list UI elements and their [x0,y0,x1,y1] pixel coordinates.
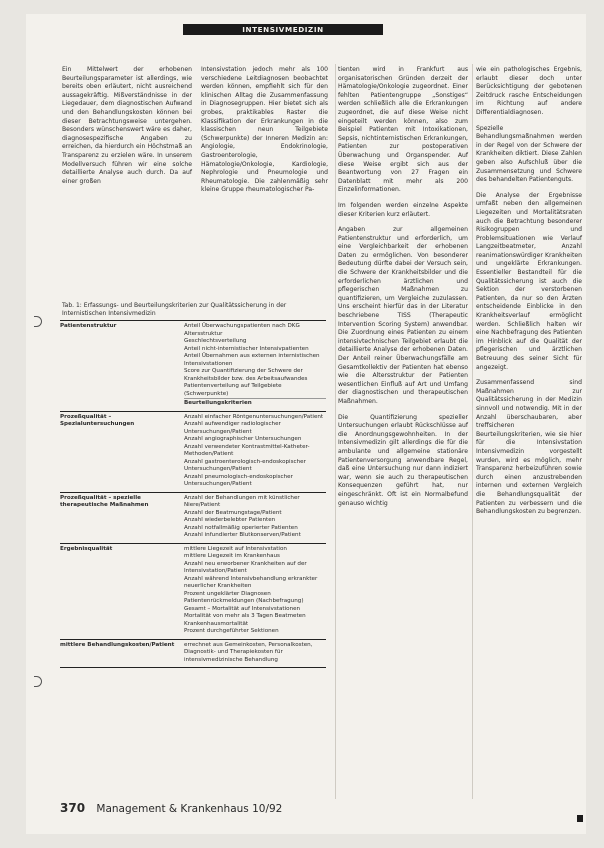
table-cell: Anteil nicht-internistischer Intensivpatienten [184,345,309,352]
table-cell: Anzahl verwendeter Kontrastmittel-Katheter-Methoden/Patient [184,443,310,457]
table-cell: Anzahl gastroenterologisch-endoskopischer Untersuchungen/Patient [184,458,306,472]
table-cell: Anzahl angiographischer Untersuchungen [184,436,302,442]
table-row [60,492,326,543]
row-items [184,323,326,408]
column-4 [476,66,582,524]
table-cell: Anzahl einfacher Röntgenuntersuchungen/Patient [184,413,324,420]
table-cell: mittlere Liegezeit im Krankenhaus [184,553,280,559]
column-divider [335,64,336,799]
binder-hole-icon [34,316,42,327]
table-cell: Anzahl notfallmäßig operierter Patienten [184,524,298,531]
table-cell: Anteil Überwachungspatienten nach DKG [184,323,300,329]
end-mark-icon [577,815,583,822]
column-divider [472,64,473,799]
paragraph: wie ein pathologisches Ergebnis, erlaubt dieser doch unter Berücksichtigung der gebotenen Zeitdruck rasche Entscheidungen im Richtung auf andere Differentialdiagnosen. [476,66,582,116]
table-cell: Prozent ungeklärter Diagnosen [184,590,271,597]
paragraph: Angaben zur allgemeinen Patientenstruktur und erforderlich, um eine Vergleichbarkeit der erhobenen Daten zu ermöglichen. Von besonderer Bedeutung dürfte dabei der Versuch sein, die Schwere der Krankheitsbilder und die erforderlichen ärztlichen und pflegerischen Maßnahmen zu quantifizieren, um Vergleiche zuzulassen. Uns erscheint hierfür das in der Literatur beschriebene TISS (Therapeutic Intervention Scoring System) anwendbar. Die Zuordnung eines Patienten zu einem intensivtechnischen Teilgebiet erlaubt die detaillierte Analyse der erhobenen Daten. Der Anteil reiner Überwachungsfälle am Gesamtkollektiv der Patienten hat ebenso wie die Altersstruktur der Patienten wesentlichen Einfluß auf Art und Umfang der diagnostischen und therapeutischen Maßnahmen. [338,226,468,405]
paragraph: Spezielle Behandlungsmaßnahmen werden in der Regel von der Schwere der Krankheiten diktiert. Diese Zahlen geben also Aufschluß über die Zusammensetzung und Schwere des behandelten Patientenguts. [476,124,582,184]
column-2 [201,66,328,202]
paragraph: Die Quantifizierung spezieller Untersuchungen erlaubt Rückschlüsse auf die Anordnungsgewohnheiten. In der Intensivmedizin gilt allerdings die für die ambulante und allgemeine stationäre Patientenversorgung anwendbare Regel, daß eine Untersuchung nur dann indiziert war, wenn sie auch zu therapeutischen Konsequenzen geführt hat, nur eingeschränkt. Oft ist ein Normalbefund genauso wichtig [338,413,468,507]
table-cell: Anzahl der Behandlungen mit künstlicher Niere/Patient [184,494,300,508]
table-row [60,320,326,411]
table-cell: Anzahl aufwendiger radiologischer Untersuchungen/Patient [184,421,281,435]
table-cell: Score zur Quantifizierung der Schwere der Krankheitsbilder bzw. des Arbeitsaufwandes [184,368,308,382]
criteria-table [60,320,326,668]
table-cell: Mortalität von mehr als 3 Tagen Beatmeten [184,613,306,619]
table-cell: mittlere Liegezeit auf Intensivstation [184,545,287,552]
table-cell: Patientenrückmeldungen (Nachbefragung) [184,598,304,604]
column-3 [338,66,468,515]
paragraph: Die Analyse der Ergebnisse umfaßt neben den allgemeinen Liegezeiten und Mortalitätsraten auch die Betrachtung besonderer Risikogruppen und Problemsituationen wie Verlauf Langzeitbeatmeter, Anzahl reanimationswürdiger Krankheiten und ungeklärte Erkrankungen. Essentieller Bestandteil für die Qualitätssicherung ist auch die Sektion der verstorbenen Patienten, da nur so den Ärzten entscheidende Einblicke in den Krankheitsverlauf ermöglicht werden. Schließlich halten wir eine Nachbefragung des Patienten im Hinblick auf die Qualität der pflegerischen und ärztlichen Betreuung des seiner Sicht für angezeigt. [476,191,582,371]
table-cell: Anzahl pneumologisch-endoskopischer Untersuchungen/Patient [184,473,293,487]
paragraph: Zusammenfassend sind Maßnahmen zur Qualitätssicherung in der Medizin sinnvoll und notwendig. Mit in der Anzahl überschaubaren, aber treffsicheren Beurteilungskriterien, wie sie hier für die Intensivstation Intensivmedizin vorgestellt wurden, wird es möglich, mehr Transparenz herbeizuführen sowie durch einen anzustrebenden internen und externen Vergleich die Behandlungsqualität der Patienten zu verbessern und die Behandlungskosten zu begrenzen. [476,379,582,516]
table-cell: Gesamt – Mortalität auf Intensivstationen [184,605,301,612]
journal-name: Management & Krankenhaus 10/92 [96,803,283,815]
paragraph: Ein Mittelwert der erhobenen Beurteilungsparameter ist allerdings, wie bereits oben erläutert, nicht ausreichend aussagekräftig. Mißverständnisse in der Liegedauer, dem diagnostischen Aufwand und den Behandlungskosten können bei dieser Betrachtungsweise untergehen. Besonders wünschenswert wäre es daher, diagnosespezifische Angaben zu erreichen, da hierdurch ein Höchstmaß an Transparenz zu erzielen wäre. In unserem Modellversuch führen wir eine solche detaillierte Analyse auch durch. Da auf einer großen [62,66,192,185]
table-cell: Anzahl der Beatmungstage/Patient [184,509,282,516]
row-label: Ergebnisqualität [60,545,113,552]
paragraph: Intensivstation jedoch mehr als 100 verschiedene Leitdiagnosen beobachtet werden können, empfiehlt sich für den klinischen Alltag die Zusammenfassung in Diagnosegruppen. Hier bietet sich als grobes, praktikables Raster die Klassifikation der Erkrankungen in die klassischen neun Teilgebiete (Schwerpunkte) der Inneren Medizin an: Angiologie, Endokrinologie, Gastroenterologie, Hämatologie/Onkologie, Kardiologie, Nephrologie und Pneumologie und Rheumatologie. Die zahlenmäßig sehr kleine Gruppe rheumatologischer Pa- [201,66,328,194]
table-cell: Anzahl infundierter Blutkonserven/Patient [184,532,301,538]
binder-hole-icon [34,676,42,687]
section-header: INTENSIVMEDIZIN [183,24,383,35]
table-row [60,639,326,669]
row-label: Patientenstruktur [60,323,117,329]
table-subheading: Beurteilungskriterien [184,398,326,408]
table-cell: Altersstruktur [184,330,223,337]
table-row [60,411,326,492]
row-label: Prozeßqualität – Spezialuntersuchungen [60,413,135,427]
table-cell: Geschlechtsverteilung [184,338,247,344]
table-row [60,543,326,639]
paragraph: Im folgenden werden einzelne Aspekte dieser Kriterien kurz erläutert. [338,201,468,218]
table-cell: errechnet aus Gemeinkosten, Personalkosten, Diagnostik- und Therapiekosten für intensivmedizinische Behandlung [184,641,313,663]
table-cell: Patientenverteilung auf Teilgebiete (Schwerpunkte) [184,383,282,397]
table-cell: Anzahl neu erworbener Krankheiten auf der Intensivstation/Patient [184,560,307,574]
table-cell: Anteil Übernahmen aus externen internistischen Intensivstationen [184,353,320,367]
table-cell: Anzahl während Intensivbehandlung erkrankter neuerlicher Krankheiten [184,575,318,589]
column-1 [62,66,192,193]
row-items [184,495,326,540]
table-caption: Tab. 1: Erfassungs- und Beurteilungskriterien zur Qualitätssicherung in der Internistischen Intensivmedizin [62,302,287,317]
page-number: 370 [60,801,86,815]
row-items [184,414,326,489]
row-items [184,546,326,636]
table-cell: Anzahl wiederbelebter Patienten [184,517,276,523]
row-items [184,642,326,665]
table-cell: Krankenhausmortalität [184,620,249,627]
table-cell: Prozent durchgeführter Sektionen [184,628,279,634]
page-footer [60,801,282,815]
row-label: Prozeßqualität – spezielle therapeutische Maßnahmen [60,494,149,508]
row-label: mittlere Behandlungskosten/Patient [60,641,175,648]
paragraph: tienten wird in Frankfurt aus organisatorischen Gründen derzeit der Hämatologie/Onkologie zugeordnet. Einer fehlten Patientengruppe „Sonstiges“ werden schließlich alle die Erkrankungen zugeordnet, die auf diese Weise nicht eingeteilt werden können, also zum Beispiel Patienten mit Intoxikationen, Sepsis, nichtinternistischen Erkrankungen, Patienten zur postoperativen Überwachung und Organspender. Auf diese Weise ergibt sich aus der Beantwortung von 27 Fragen ein Datenblatt mit mehr als 200 Einzelinformationen. [338,66,468,194]
